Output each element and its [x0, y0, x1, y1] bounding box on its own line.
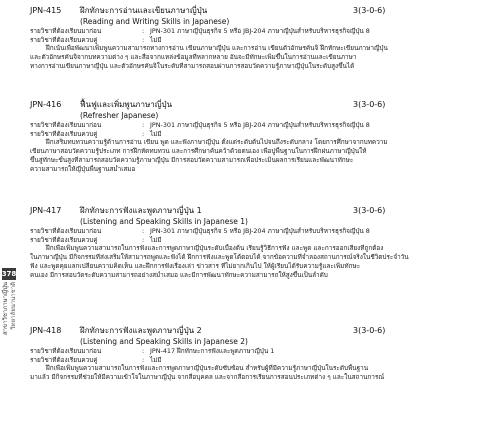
description-line: มาแล้ว มีกิจกรรมที่ช่วยให้มีความเข้าใจในภาษาญี่ปุ่น จากสื่อบุคคล และจากสื่อการเรียนการสอนประเภทต่าง ๆ และในสถานการณ์ [30, 373, 385, 382]
coreq-value: ไม่มี [150, 129, 162, 138]
description-line: ในภาษาญี่ปุ่น มีกิจกรรมที่ส่งเสริมให้สามารถพูดและฟังได้ ฝึกการฟังและพูดโต้ตอบได้ จากข้อความที่จำลองสถานการณ์จริงในชีวิตประจำวัน [30, 253, 409, 262]
prereq-line: รายวิชาที่ต้องเรียนมาก่อน : JPN-301 ภาษาญี่ปุ่นธุรกิจ 5 หรือ JBJ-204 ภาษาญี่ปุ่นสำหรับบริหารธุรกิจญี่ปุ่น 8 [30, 27, 370, 35]
course-code: JPN-418 [30, 326, 62, 335]
prereq-line: รายวิชาที่ต้องเรียนมาก่อน : JPN-301 ภาษาญี่ปุ่นธุรกิจ 5 หรือ JBJ-204 ภาษาญี่ปุ่นสำหรับบริหารธุรกิจญี่ปุ่น 8 [30, 121, 370, 129]
course-credits: 3(3-0-6) [353, 6, 386, 15]
prereq-label: รายวิชาที่ต้องเรียนมาก่อน [30, 347, 102, 355]
side-tab-subtext: วิทยาลัยนานาชาติ [10, 282, 17, 330]
course-description [30, 138, 470, 174]
course-credits: 3(3-0-6) [353, 326, 386, 335]
course-credits: 3(3-0-6) [353, 206, 386, 215]
course-title-th: ฝึกทักษะการอ่านและเขียนภาษาญี่ปุ่น [80, 6, 208, 15]
course-title-th: ฝึกทักษะการฟังและพูดภาษาญี่ปุ่น 1 [80, 206, 202, 215]
coreq-label: รายวิชาที่ต้องเรียนควบคู่ [30, 355, 98, 364]
course-title-en: (Refresher Japanese) [80, 111, 159, 120]
description-line: ฝึกเพื่อเพิ่มพูนความสามารถในการฟังและการพูดภาษาญี่ปุ่นระดับเบื้องต้น เรียนรู้วิธีการฟัง และพูด และการออกเสียงที่ถูกต้อง [46, 244, 384, 253]
description-line: ฝึกเน้นเพื่อพัฒนาเพิ่มพูนความสามารถทางการอ่าน เขียนภาษาญี่ปุ่น และการอ่าน เขียนตัวอักษรคันจิ ฝึกทักษะเขียนภาษาญี่ปุ่น [46, 44, 388, 53]
course-title-th: ฝึกทักษะการฟังและพูดภาษาญี่ปุ่น 2 [80, 326, 202, 335]
prereq-line: รายวิชาที่ต้องเรียนมาก่อน : JPN-417 ฝึกทักษะการฟังและพูดภาษาญี่ปุ่น 1 [30, 347, 275, 355]
page-number: 378 [1, 270, 17, 278]
coreq-line: รายวิชาที่ต้องเรียนควบคู่ : ไม่มี [30, 35, 162, 44]
prereq-label: รายวิชาที่ต้องเรียนมาก่อน [30, 27, 102, 35]
coreq-line: รายวิชาที่ต้องเรียนควบคู่ : ไม่มี [30, 355, 162, 364]
course-title-en: (Listening and Speaking Skills in Japanese 2) [80, 337, 248, 346]
coreq-value: ไม่มี [150, 35, 162, 44]
course-entry [30, 326, 470, 382]
course-description [30, 244, 470, 280]
prereq-value: JPN-301 ภาษาญี่ปุ่นธุรกิจ 5 หรือ JBJ-204 ภาษาญี่ปุ่นสำหรับบริหารธุรกิจญี่ปุ่น 8 [150, 27, 370, 35]
course-description [30, 364, 470, 382]
course-description [30, 44, 470, 71]
description-line: ทางการอ่านเขียนภาษาญี่ปุ่น และตัวอักษรคันจิในระดับที่สามารถสอบผ่านการสอบวัดความรู้ภาษาญี่ปุ่นในระดับสูงขึ้นได้ [30, 62, 355, 71]
course-code: JPN-416 [30, 100, 62, 109]
prereq-line: รายวิชาที่ต้องเรียนมาก่อน : JPN-301 ภาษาญี่ปุ่นธุรกิจ 5 หรือ JBJ-204 ภาษาญี่ปุ่นสำหรับบริหารธุรกิจญี่ปุ่น 8 [30, 227, 370, 235]
course-title-th: ฟื้นฟูและเพิ่มพูนภาษาญี่ปุ่น [80, 100, 173, 109]
course-code: JPN-417 [30, 206, 62, 215]
coreq-label: รายวิชาที่ต้องเรียนควบคู่ [30, 35, 98, 44]
course-entry [30, 100, 470, 174]
description-line: ฝึกเพื่อเพิ่มพูนความสามารถในการฟังและการพูดภาษาญี่ปุ่นระดับซับซ้อน สำหรับผู้ที่มีความรู้ภาษาญี่ปุ่นในระดับพื้นฐาน [46, 364, 369, 373]
course-title-en: (Reading and Writing Skills in Japanese) [80, 17, 230, 26]
side-tab-text: สาขาวิชาภาษาญี่ปุ่น [2, 282, 9, 335]
coreq-label: รายวิชาที่ต้องเรียนควบคู่ [30, 235, 98, 244]
prereq-label: รายวิชาที่ต้องเรียนมาก่อน [30, 227, 102, 235]
prereq-value: JPN-301 ภาษาญี่ปุ่นธุรกิจ 5 หรือ JBJ-204 ภาษาญี่ปุ่นสำหรับบริหารธุรกิจญี่ปุ่น 8 [150, 121, 370, 129]
coreq-line: รายวิชาที่ต้องเรียนควบคู่ : ไม่มี [30, 129, 162, 138]
description-line: ฝึกเสริมทบทวนความรู้ด้านการอ่าน เขียน พูด และฟังภาษาญี่ปุ่น ตั้งแต่ระดับต้นไปจนถึงระดับกลาง โดยการศึกษาจากบทความ [46, 138, 388, 147]
side-tab [0, 268, 20, 335]
coreq-label: รายวิชาที่ต้องเรียนควบคู่ [30, 129, 98, 138]
description-line: คนเอง มีการสอบวัดระดับความสามารถอย่างสม่ำเสมอ และมีการพัฒนาทักษะความสามารถให้สูงขึ้นเป็นลำดับ [30, 271, 328, 280]
course-entry [30, 6, 470, 71]
coreq-value: ไม่มี [150, 235, 162, 244]
description-line: เขียนภาษาสอบวัดความรู้ประเภท การฝึกหัดทบทวน และการศึกษาค้นคว้าด้วยตนเอง เพื่อปูพื้นฐานในการฝึกฝนภาษาญี่ปุ่นให้ [30, 147, 367, 156]
coreq-value: ไม่มี [150, 355, 162, 364]
course-credits: 3(3-0-6) [353, 100, 386, 109]
description-line: และตัวอักษรคันจิจากบทความต่าง ๆ และสื่อจากแหล่งข้อมูลที่หลากหลาย อันจะมีทักษะเพิ่มขึ้นในการอ่านและเขียนภาษา [30, 53, 357, 62]
prereq-label: รายวิชาที่ต้องเรียนมาก่อน [30, 121, 102, 129]
description-line: ความสามารถให้ญี่ปุ่นพื้นฐานสม่ำเสมอ [30, 165, 136, 174]
prereq-value: JPN-417 ฝึกทักษะการฟังและพูดภาษาญี่ปุ่น 1 [150, 347, 275, 355]
description-line: ขึ้นสู่ทักษะขั้นสูงที่สามารถสอบวัดความรู้ภาษาญี่ปุ่น มีการสอบวัดความสามารถเพื่อประเมินผลการเรียนและพัฒนาทักษะ [30, 156, 354, 165]
course-code: JPN-415 [30, 6, 62, 15]
prereq-value: JPN-301 ภาษาญี่ปุ่นธุรกิจ 5 หรือ JBJ-204 ภาษาญี่ปุ่นสำหรับบริหารธุรกิจญี่ปุ่น 8 [150, 227, 370, 235]
course-title-en: (Listening and Speaking Skills in Japanese 1) [80, 217, 248, 226]
description-line: ฟัง และพูดคุยแลกเปลี่ยนความคิดเห็น และฝึกการฟังเรื่องเล่า ข่าวสาร ที่ไม่ยากเกินไป ให้ผู้เรียนได้รับความรู้และเพิ่มทักษะ [30, 262, 361, 271]
coreq-line: รายวิชาที่ต้องเรียนควบคู่ : ไม่มี [30, 235, 162, 244]
course-entry [30, 206, 470, 280]
